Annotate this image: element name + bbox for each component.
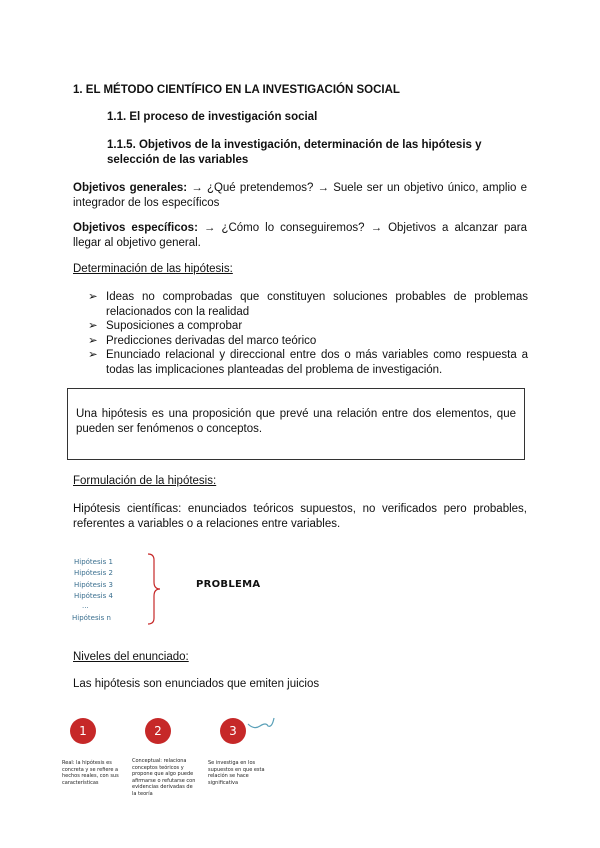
objetivos-generales-text: → ¿Qué pretendemos? → Suele ser un objetivo único, amplio e integrador de los específicos [73,182,527,209]
level-2-caption: Conceptual: relaciona conceptos teóricos y propone que algo puede afirmarse o refutarse con evidencias derivadas de la teoría [132,758,196,797]
arrow-bullet-icon: ➢ [88,320,98,332]
list-item: ➢ Enunciado relacional y direccional entre dos o más variables como respuesta a todas las implicaciones planteadas del problema de investigación. [88,349,528,376]
heading-3: 1.1.5. Objetivos de la investigación, determinación de las hipótesis y selección de las variables [107,139,482,166]
hypothesis-label: Hipótesis 3 [74,581,113,589]
niveles-text: Las hipótesis son enunciados que emiten juicios [73,678,320,690]
list-item: ➢ Predicciones derivadas del marco teórico [88,334,317,347]
objetivos-especificos [73,221,527,251]
hypothesis-label: Hipótesis 4 [74,592,113,600]
connector-squiggle-icon [246,714,278,730]
niveles-title: Niveles del enunciado: [73,651,189,663]
bracket-icon [142,552,162,626]
formulacion-title: Formulación de la hipótesis: [73,475,217,487]
problema-label: PROBLEMA [196,579,261,590]
objetivos-especificos-label: Objetivos específicos: [73,222,198,234]
objetivos-generales-label: Objetivos generales: [73,182,188,194]
determinacion-title: Determinación de las hipótesis: [73,263,233,275]
level-1-badge: 1 [70,718,96,744]
heading-1: 1. EL MÉTODO CIENTÍFICO EN LA INVESTIGACIÓN SOCIAL [73,84,400,96]
level-2-badge: 2 [145,718,171,744]
list-item: ➢ Suposiciones a comprobar [88,320,243,332]
definition-box [67,388,525,460]
objetivos-generales [73,181,527,211]
formulacion-text: Hipótesis científicas: enunciados teóricos supuestos, no verificados pero probables, referentes a variables o a relaciones entre variables. [73,503,527,530]
hypothesis-label: Hipótesis 1 [74,558,113,566]
level-3-caption: Se investiga en los supuestos en que esta relación se hace significativa [208,760,265,786]
hypothesis-ellipsis: ... [82,602,89,610]
arrow-bullet-icon: ➢ [88,334,98,347]
arrow-bullet-icon: ➢ [88,291,98,303]
hypotheses-diagram [60,550,320,630]
definition-text: Una hipótesis es una proposición que prevé una relación entre dos elementos, que pueden ser fenómenos o conceptos. [76,408,516,435]
level-1-caption: Real: la hipótesis es concreta y se refiere a hechos reales, con sus características [62,760,119,786]
hypothesis-label: Hipótesis 2 [74,569,113,577]
heading-2: 1.1. El proceso de investigación social [107,111,318,123]
arrow-bullet-icon: ➢ [88,349,98,361]
hypothesis-label: Hipótesis n [72,614,111,622]
level-3-badge: 3 [220,718,246,744]
list-item: ➢ Ideas no comprobadas que constituyen soluciones probables de problemas relacionados con la realidad [88,291,528,318]
determinacion-list [88,290,528,377]
objetivos-especificos-text: → ¿Cómo lo conseguiremos? → Objetivos a alcanzar para llegar al objetivo general. [73,222,527,249]
